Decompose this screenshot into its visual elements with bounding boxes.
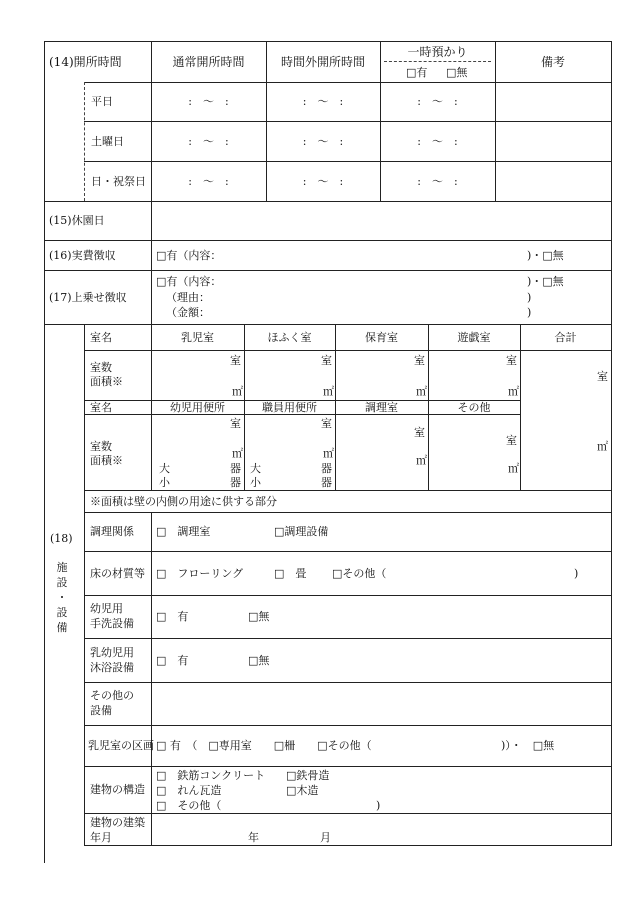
s17-amount: （金額：: [166, 306, 210, 319]
total-room-unit: 室: [597, 370, 608, 383]
frame-left: [44, 41, 45, 863]
other-equipment-label-2: 設備: [90, 704, 112, 717]
count-label-1: 室数: [90, 361, 112, 374]
bath-yes-checkbox[interactable]: □ 有: [156, 654, 189, 667]
s18-label-vertical: 施 設 ・ 設 備: [56, 561, 68, 634]
room-playroom: 遊戯室: [457, 331, 491, 344]
rc-checkbox[interactable]: □ 鉄筋コンクリート: [156, 769, 266, 782]
room-child-toilet: 幼児用便所: [170, 401, 225, 414]
room-total: 合計: [554, 331, 577, 344]
weekday-after-time[interactable]: : 〜 :: [302, 95, 344, 108]
holiday-temp-time[interactable]: : 〜 :: [417, 175, 458, 188]
cooking-equipment-checkbox[interactable]: □調理設備: [274, 525, 329, 538]
built-label-1: 建物の建築: [90, 816, 145, 829]
floor-label: 床の材質等: [90, 567, 145, 580]
weekday-regular-time[interactable]: : 〜 :: [188, 95, 229, 108]
col-notes: 備考: [540, 55, 565, 69]
s17-no-checkbox[interactable]: )・□無: [527, 275, 564, 288]
frame-top: [44, 41, 612, 42]
built-label-2: 年月: [90, 831, 112, 844]
col-regular-hours: 通常開所時間: [172, 55, 245, 69]
room-kitchen: 調理室: [365, 401, 398, 414]
room-name-label-2: 室名: [90, 401, 112, 414]
col-after-hours: 時間外開所時間: [280, 55, 365, 69]
tatami-checkbox[interactable]: □ 畳: [274, 567, 307, 580]
handwash-label-2: 手洗設備: [90, 617, 134, 630]
saturday-regular-time[interactable]: : 〜 :: [188, 135, 229, 148]
built-year: 年: [248, 831, 259, 844]
wood-checkbox[interactable]: □木造: [286, 784, 319, 797]
bath-label-2: 沐浴設備: [90, 661, 134, 674]
holiday-after-time[interactable]: : 〜 :: [302, 175, 344, 188]
built-month: 月: [320, 831, 331, 844]
area-note: ※面積は壁の内側の用途に供する部分: [90, 495, 277, 508]
room-name-label: 室名: [90, 331, 112, 344]
s17-yes-checkbox[interactable]: □有（内容：: [156, 275, 222, 288]
temp-no-checkbox[interactable]: □無: [446, 66, 468, 79]
handwash-no-checkbox[interactable]: □無: [248, 610, 270, 623]
bath-no-checkbox[interactable]: □無: [248, 654, 270, 667]
handwash-yes-checkbox[interactable]: □ 有: [156, 610, 189, 623]
brick-checkbox[interactable]: □ れん瓦造: [156, 784, 222, 797]
row-saturday: 土曜日: [91, 135, 124, 148]
s16-yes-checkbox[interactable]: □有（内容：: [156, 249, 222, 262]
floor-other-checkbox[interactable]: □その他（: [332, 567, 387, 580]
count-label-2: 室数: [90, 440, 112, 453]
room-crawling: ほふく室: [267, 331, 312, 344]
room-staff-toilet: 職員用便所: [262, 401, 317, 414]
area-label-1: 面積※: [90, 375, 123, 388]
structure-label: 建物の構造: [90, 783, 145, 796]
bath-label-1: 乳幼児用: [90, 646, 134, 659]
col-temporary-care: 一時預かり: [407, 45, 468, 59]
area-label-2: 面積※: [90, 454, 123, 467]
flooring-checkbox[interactable]: □ フローリング: [156, 567, 244, 580]
application-form-page: (14)開所時間 通常開所時間 時間外開所時間 一時預かり □有 □無 備考 平日 土曜日 日・祝祭日 : 〜 : : 〜 : : 〜 : : 〜 : : 〜 : : 〜 : : 〜 : : 〜 : : 〜 : (15)休園日 (16)実費徴収 □有（内容： )・□無 (17)上乗せ徴収 □有（内容： )・□無 （理由： ) （金額： ) (18) 施 設 ・ 設 備 室名 乳児室 ほふく室 保育室 遊戯室 合計 室数 面積※ 室 ㎡ 室 ㎡ 室 ㎡ 室 ㎡ 室 室名 幼児用便所 職員用便所 調理室 その他 室数 面積※ 室 ㎡ 室 ㎡ 室 ㎡ 室 ㎡ ㎡ 大 器 小 器 大 器 小 器 ※面積は壁の内側の用途に供する部分 調理関係 □ 調理室 □調理設備 床の材質等 □ フローリング □ 畳 □その他（ ) 幼児用 手洗設備 □ 有 □無 乳幼児用 沐浴設備 □ 有 □無 その他の 設備 乳児室の区画 □ 有 （ □専用室 □柵 □その他（ )）・ □無 建物の構造 □ 鉄筋コンクリート □鉄骨造 □ れん瓦造 □木造 □ その他（ ) 建物の建築 年月 年 月: [0, 0, 630, 903]
total-area-unit: ㎡: [597, 440, 608, 453]
partition-no-checkbox[interactable]: )）・ □無: [501, 739, 555, 752]
saturday-temp-time[interactable]: : 〜 :: [417, 135, 458, 148]
other-equipment-label-1: その他の: [90, 689, 134, 702]
saturday-after-time[interactable]: : 〜 :: [302, 135, 344, 148]
s16-label: (16)実費徴収: [49, 249, 116, 262]
handwash-label-1: 幼児用: [90, 602, 123, 615]
holiday-regular-time[interactable]: : 〜 :: [188, 175, 229, 188]
cooking-label: 調理関係: [90, 525, 134, 538]
s15-label: (15)休園日: [49, 214, 105, 227]
steel-checkbox[interactable]: □鉄骨造: [286, 769, 330, 782]
s17-reason: （理由：: [166, 291, 210, 304]
partition-label: 乳児室の区画: [88, 739, 154, 752]
s17-label: (17)上乗せ徴収: [49, 291, 127, 304]
partition-options[interactable]: □ 有 （ □専用室 □柵 □その他（: [156, 739, 372, 752]
row-sunday-holiday: 日・祝祭日: [91, 175, 146, 188]
room-other: その他: [457, 401, 491, 414]
row-weekday: 平日: [91, 95, 113, 108]
room-nursery: 保育室: [365, 331, 398, 344]
weekday-temp-time[interactable]: : 〜 :: [417, 95, 458, 108]
s16-no-checkbox[interactable]: )・□無: [527, 249, 564, 262]
s14-label: (14)開所時間: [49, 55, 122, 69]
kitchen-checkbox[interactable]: □ 調理室: [156, 525, 211, 538]
s18-label-num: (18): [50, 532, 73, 545]
structure-other-checkbox[interactable]: □ その他（: [156, 799, 222, 812]
temp-yes-checkbox[interactable]: □有: [406, 66, 428, 79]
room-infant: 乳児室: [181, 331, 214, 344]
